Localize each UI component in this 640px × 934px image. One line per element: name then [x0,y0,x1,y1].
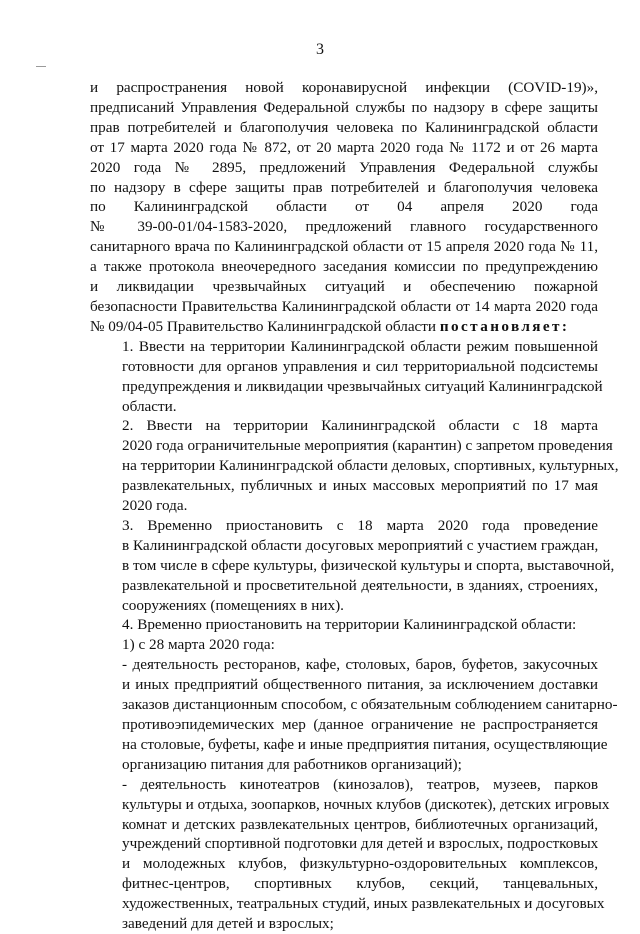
paragraph-bullet-leisure [90,775,610,934]
text-line: 4. Временно приостановить на территории Калининградской области: [122,616,577,634]
text-line: по Калининградской области от 04 апреля 2020 года [90,198,598,216]
resolution-keyword: постановляет: [439,317,570,335]
text-line: от 17 марта 2020 года № 872, от 20 марта 2020 года № 1172 и от 26 марта [90,138,598,156]
text-line: 2020 года № 2895, предложений Управления Федеральной службы [90,158,598,176]
text-line: на территории Калининградской области деловых, спортивных, культурных, [122,457,619,475]
paragraph-subitem-1 [90,635,598,655]
text-line: и ликвидации чрезвычайных ситуаций и обеспечению пожарной [90,278,598,296]
paragraph-bullet-catering [90,655,618,774]
text-line: художественных, театральных студий, иных развлекательных и досуговых [122,895,605,913]
text-line: № 39-00-01/04-1583-2020, предложений главного государственного [90,218,598,236]
text-line-resolution [90,317,598,337]
text-line: и распространения новой коронавирусной инфекции (COVID-19)», [90,79,598,96]
text-line: - деятельность ресторанов, кафе, столовых, баров, буфетов, закусочных [122,656,598,674]
text-line: и иных предприятий общественного питания, за исключением доставки [122,676,598,694]
text-line: по надзору в сфере защиты прав потребителей и благополучия человека [90,178,598,196]
text-line: заказов дистанционным способом, с обязательным соблюдением санитарно- [122,696,618,714]
text-line: области. [122,397,177,415]
paragraph-item-4 [90,615,598,635]
page-number: 3 [316,41,324,58]
text-line: санитарного врача по Калининградской области от 15 апреля 2020 года № 11, [90,238,598,256]
text-line: комнат и детских развлекательных центров, библиотечных организаций, [122,815,598,833]
text-line: 2020 года. [122,497,188,515]
text-line: предписаний Управления Федеральной службы по надзору в сфере защиты [90,98,598,116]
text-line: 3. Временно приостановить с 18 марта 2020 года проведение [122,516,598,534]
paragraph-item-2 [90,416,619,516]
text-line: на столовые, буфеты, кафе и иные предприятия питания, осуществляющие [122,735,608,753]
text-line: 2. Ввести на территории Калининградской области с 18 марта [122,417,598,435]
text-line: и молодежных клубов, физкультурно-оздоровительных комплексов, [122,855,598,873]
text-line: а также протокола внеочередного заседания комиссии по предупреждению [90,258,598,276]
paragraph-item-1 [90,337,603,417]
text-line: фитнес-центров, спортивных клубов, секций, танцевальных, [122,875,598,893]
text-line: учреждений спортивной подготовки для детей и взрослых, подростковых [122,835,599,853]
paragraph-item-3 [90,516,615,616]
text-line: заведений для детей и взрослых; [122,915,334,933]
text-line: в том числе в сфере культуры, физической культуры и спорта, выставочной, [122,556,615,574]
text-line: прав потребителей и благополучия человека по Калининградской области [90,118,598,136]
resolution-lead: № 09/04-05 Правительство Калининградской области [90,317,437,335]
document-body [90,78,619,934]
text-line: предупреждения и ликвидации чрезвычайных ситуаций Калининградской [122,377,603,395]
text-line: безопасности Правительства Калининградской области от 14 марта 2020 года [90,297,598,315]
text-line: 1. Ввести на территории Калининградской области режим повышенной [122,337,598,355]
text-line: 2020 года ограничительные мероприятия (карантин) с запретом проведения [122,437,613,455]
margin-mark [36,66,46,67]
text-line: сооружениях (помещениях в них). [122,596,344,614]
text-line: - деятельность кинотеатров (кинозалов), театров, музеев, парков [122,775,598,793]
text-line: развлекательной и просветительной деятельности, в зданиях, строениях, [122,576,598,594]
text-line: противоэпидемических мер (данное ограничение не распространяется [122,716,598,733]
text-line: развлекательных, публичных и иных массовых мероприятий по 17 мая [122,477,598,495]
text-line: в Калининградской области досуговых мероприятий с участием граждан, [122,536,599,554]
text-line: культуры и отдыха, зоопарков, ночных клубов (дискотек), детских игровых [122,795,610,813]
text-line: организацию питания для работников организаций); [122,755,462,773]
text-line: готовности для органов управления и сил территориальной подсистемы [122,357,598,375]
text-line: 1) с 28 марта 2020 года: [122,636,275,654]
paragraph-preamble [90,78,598,337]
